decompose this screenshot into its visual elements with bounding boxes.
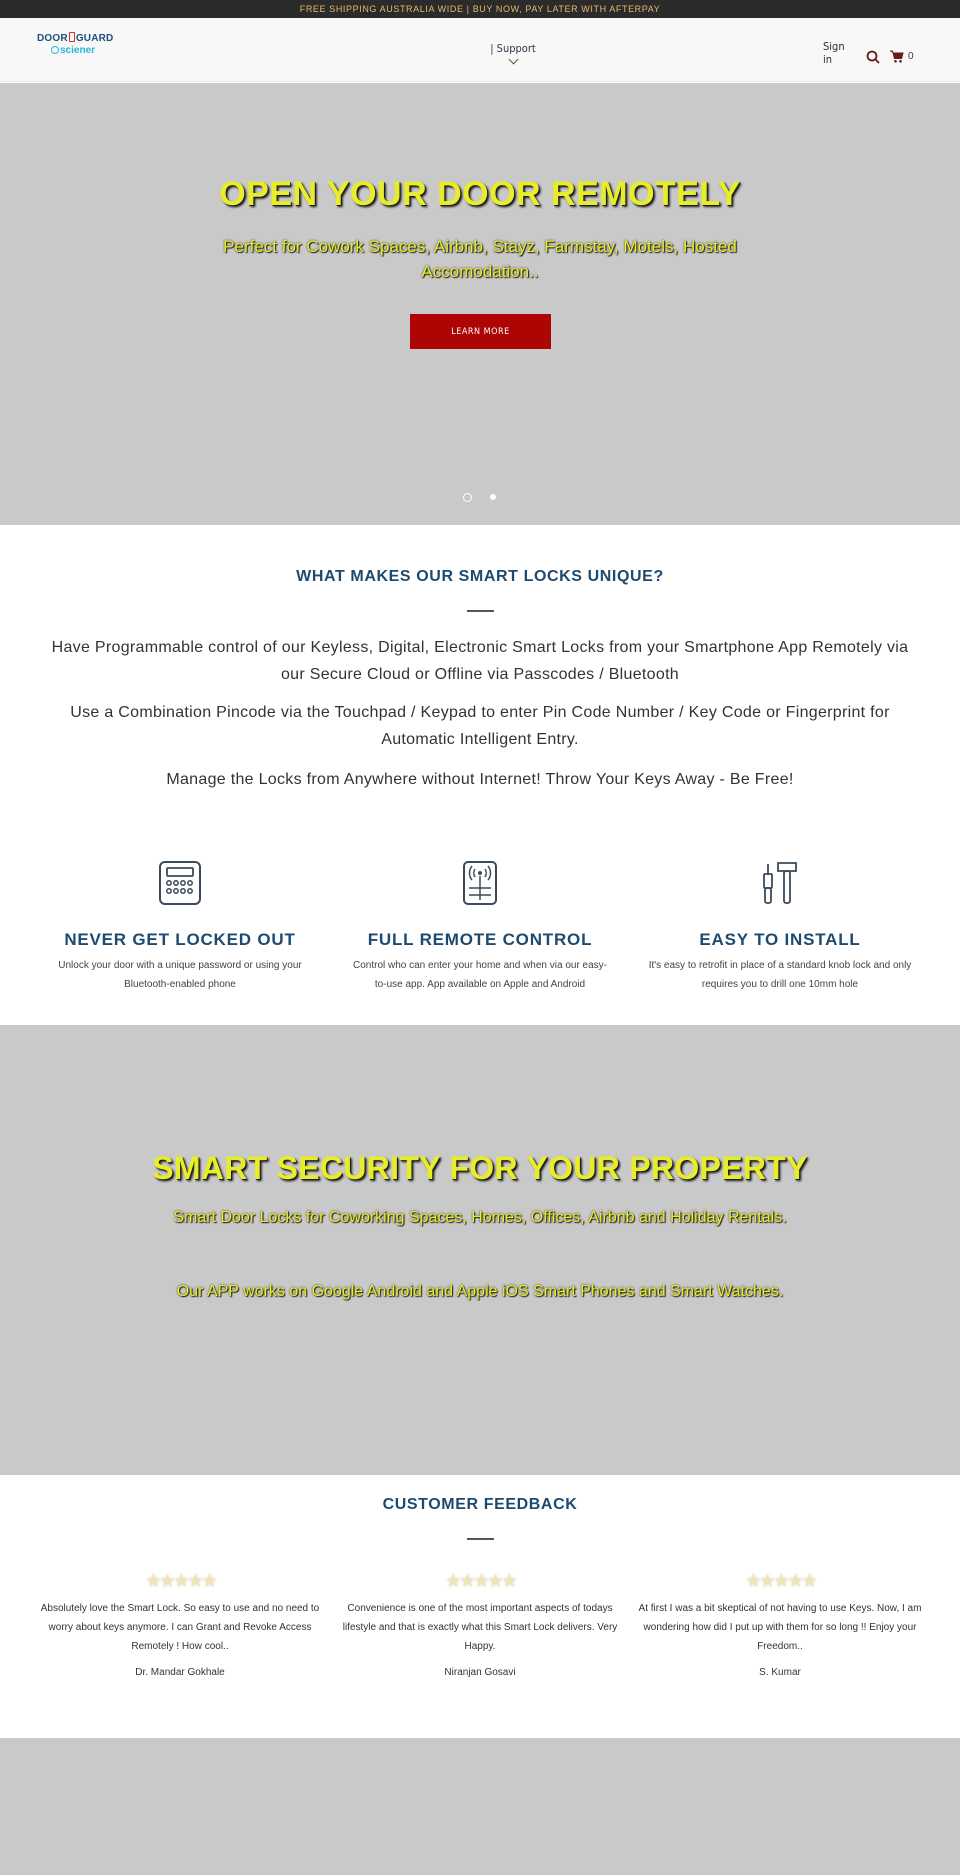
- banner-title: SMART SECURITY FOR YOUR PROPERTY: [152, 1150, 808, 1186]
- feature-text: It's easy to retrofit in place of a standard knob lock and only requires you to drill one 10mm hole: [648, 960, 912, 990]
- sign-in-link[interactable]: Sign in: [823, 40, 845, 66]
- review-text: Absolutely love the Smart Lock. So easy to use and no need to worry about keys anymore. I can Grant and Revoke Access Remotely ! How cool..: [40, 1603, 320, 1652]
- learn-more-button[interactable]: LEARN MORE: [410, 314, 551, 349]
- feature-remote-control: [340, 860, 620, 994]
- section-divider: [467, 610, 494, 612]
- feature-never-locked-out: [40, 860, 320, 994]
- star-rating-icon: ★★★★★: [144, 1571, 216, 1592]
- section-divider: [467, 1538, 494, 1540]
- feature-title: EASY TO INSTALL: [699, 930, 861, 949]
- keypad-icon: [158, 860, 202, 906]
- feature-title: FULL REMOTE CONTROL: [367, 930, 593, 949]
- feature-text: Control who can enter your home and when via our easy-to-use app. App available on Apple and Android: [352, 960, 608, 990]
- section-title-unique: WHAT MAKES OUR SMART LOCKS UNIQUE?: [296, 568, 664, 585]
- review-author: S. Kumar: [759, 1667, 801, 1678]
- feature-title: NEVER GET LOCKED OUT: [64, 930, 296, 949]
- search-icon[interactable]: [866, 50, 880, 64]
- remote-control-icon: [458, 860, 502, 906]
- slide-dot-2[interactable]: [490, 494, 496, 500]
- footer-image-band: [0, 1738, 960, 1875]
- site-header: [0, 18, 960, 82]
- review-card: [335, 1570, 625, 1678]
- feature-text: Unlock your door with a unique password or using your Bluetooth-enabled phone: [58, 960, 302, 990]
- customer-feedback-section: [0, 1475, 960, 1738]
- review-author: Dr. Mandar Gokhale: [135, 1667, 225, 1678]
- slide-dot-1[interactable]: [463, 493, 472, 502]
- banner-subtitle: Smart Door Locks for Coworking Spaces, Homes, Offices, Airbnb and Holiday Rentals.: [173, 1209, 787, 1226]
- review-author: Niranjan Gosavi: [444, 1667, 516, 1678]
- hero-subtitle: Perfect for Cowork Spaces, Airbnb, Stayz, Farmstay, Motels, Hosted Accomodation..: [223, 237, 737, 281]
- nav-support-label: | Support: [490, 42, 536, 55]
- tools-icon: [758, 860, 802, 906]
- logo-wordmark: DOOR GUARD: [37, 33, 114, 44]
- sciener-logo-icon: [51, 46, 59, 54]
- nav-support-menu[interactable]: [490, 42, 536, 63]
- unique-paragraph: Have Programmable control of our Keyless, Digital, Electronic Smart Locks from your Smartphone App Remotely via our Secure Cloud or Offline via Passcodes / Bluetooth: [51, 639, 909, 683]
- review-card: [35, 1570, 325, 1678]
- banner-subtitle: Our APP works on Google Android and Apple iOS Smart Phones and Smart Watches.: [176, 1283, 784, 1300]
- announcement-text: FREE SHIPPING AUSTRALIA WIDE | BUY NOW, PAY LATER WITH AFTERPAY: [299, 4, 661, 14]
- star-rating-icon: ★★★★★: [444, 1571, 516, 1592]
- cart-count: 0: [908, 51, 914, 62]
- review-text: Convenience is one of the most important aspects of todays lifestyle and that is exactly what this Smart Lock delivers. Very Happy.: [342, 1603, 618, 1652]
- unique-paragraph: Use a Combination Pincode via the Touchpad / Keypad to enter Pin Code Number / Key Code or Fingerprint for Automatic Intelligent Entry.: [70, 704, 890, 748]
- cart-icon[interactable]: [890, 50, 904, 63]
- site-logo[interactable]: [37, 32, 127, 68]
- section-title-feedback: CUSTOMER FEEDBACK: [382, 1496, 578, 1513]
- star-rating-icon: ★★★★★: [744, 1571, 816, 1592]
- phone-logo-icon: [69, 32, 75, 42]
- smart-security-banner: [0, 1025, 960, 1475]
- hero-slideshow: [0, 83, 960, 525]
- review-card: [635, 1570, 925, 1678]
- hero-title: OPEN YOUR DOOR REMOTELY: [219, 175, 741, 213]
- unique-paragraph: Manage the Locks from Anywhere without Internet! Throw Your Keys Away - Be Free!: [166, 771, 794, 788]
- announcement-bar: [0, 0, 960, 18]
- unique-features-section: [0, 525, 960, 1025]
- review-text: At first I was a bit skeptical of not having to use Keys. Now, I am wondering how did I put up with them for so long !! Enjoy your Freedom..: [638, 1603, 922, 1652]
- chevron-down-icon: [508, 55, 518, 65]
- feature-easy-install: [640, 860, 920, 994]
- logo-sub-brand: sciener: [51, 45, 127, 56]
